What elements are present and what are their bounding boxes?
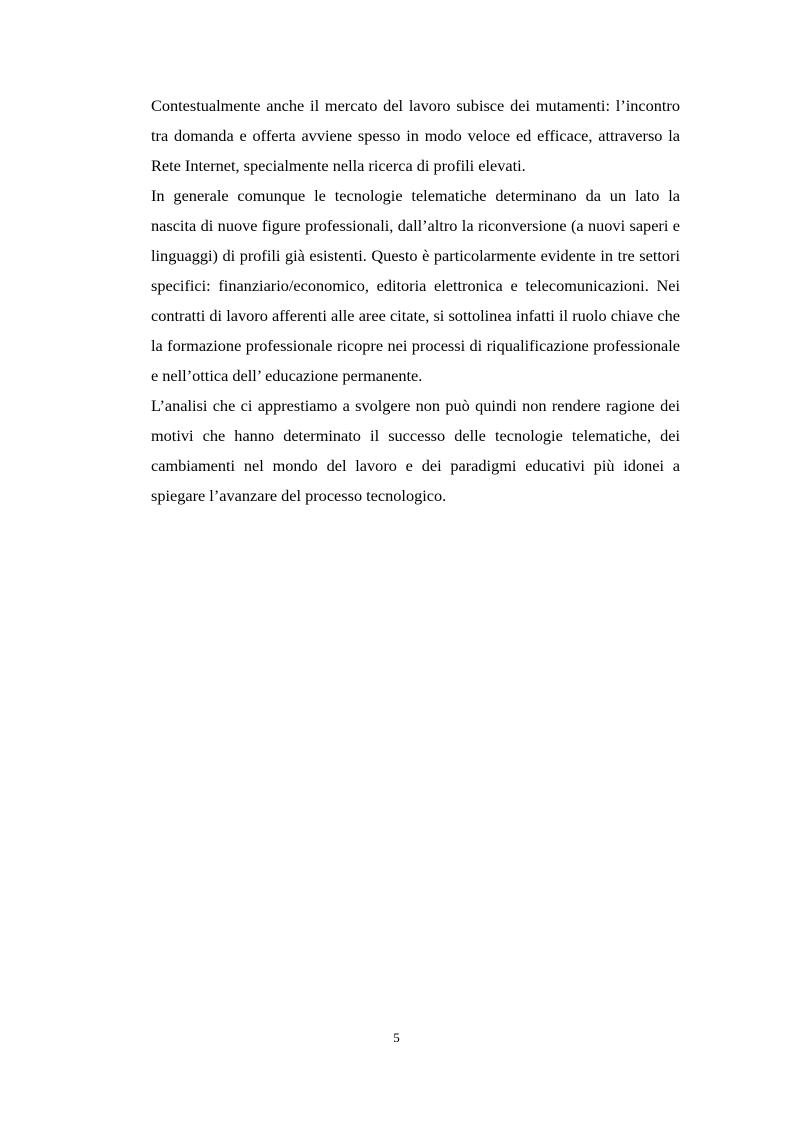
body-text xyxy=(151,91,680,511)
page-number: 5 xyxy=(393,1030,400,1045)
paragraph-1: Contestualmente anche il mercato del lavoro subisce dei mutamenti: l’incontro tra domanda e offerta avviene spesso in modo veloce ed efficace, attraverso la Rete Internet, specialmente nella ricerca di profili elevati. xyxy=(151,96,680,175)
paragraph-2: In generale comunque le tecnologie telematiche determinano da un lato la nascita di nuove figure professionali, dall’altro la riconversione (a nuovi saperi e linguaggi) di profili già esistenti. Questo è particolarmente evidente in tre settori specifici: finanziario/economico, editoria elettronica e telecomunicazioni. Nei contratti di lavoro afferenti alle aree citate, si sottolinea infatti il ruolo chiave che la formazione professionale ricopre nei processi di riqualificazione professionale e nell’ottica dell’ educazione permanente. xyxy=(151,186,680,385)
paragraph-3: L’analisi che ci apprestiamo a svolgere non può quindi non rendere ragione dei motivi che hanno determinato il successo delle tecnologie telematiche, dei cambiamenti nel mondo del lavoro e dei paradigmi educativi più idonei a spiegare l’avanzare del processo tecnologico. xyxy=(151,396,680,505)
